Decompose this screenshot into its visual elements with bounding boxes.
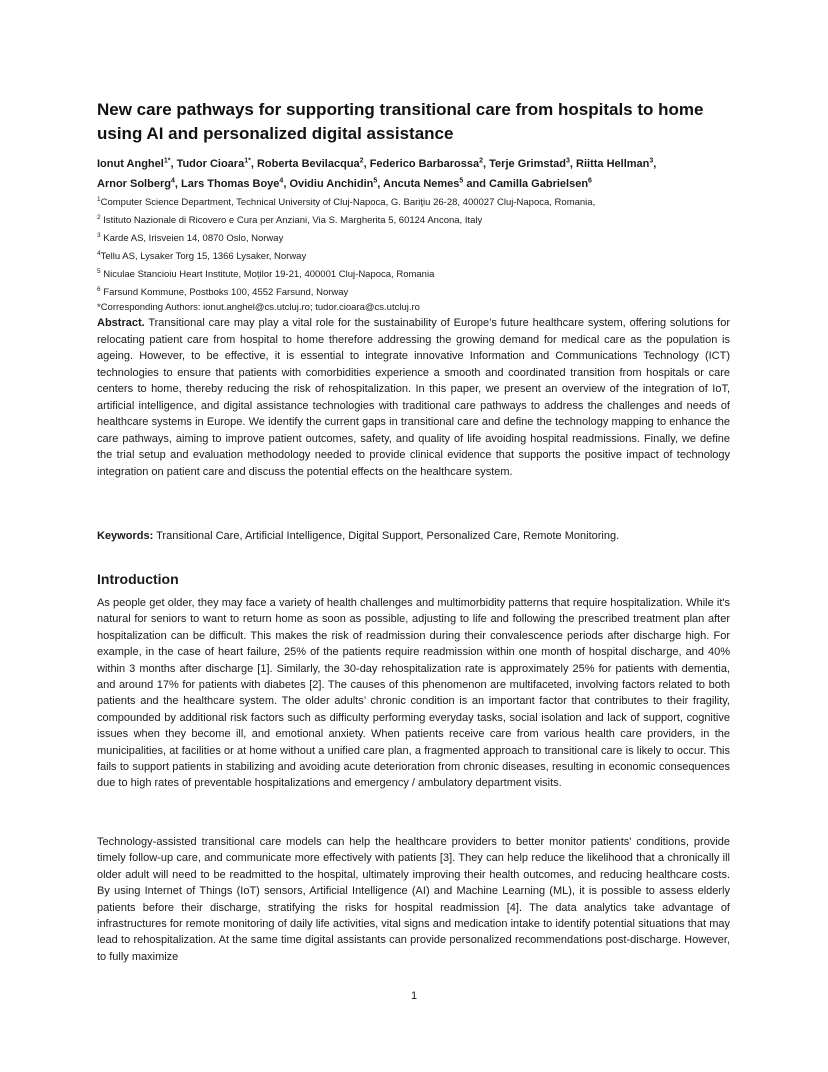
author: Tudor Cioara$^{1*}$, bbox=[176, 157, 257, 170]
author: Ionut Anghel$^{1*}$, bbox=[97, 157, 177, 170]
author: Arnor Solberg$^4$, bbox=[97, 177, 181, 191]
affiliation: $^1$Computer Science Department, Technical University of Cluj-Napoca, G. Bariţiu 26-28, 400027 Cluj-Napoca, Romania, bbox=[97, 196, 596, 209]
affiliation: $^4$Tellu AS, Lysaker Torg 15, 1366 Lysaker, Norway bbox=[97, 250, 307, 263]
author: Terje Grimstad$^3$, bbox=[489, 157, 577, 170]
author-list bbox=[97, 152, 737, 193]
author: Ancuta Nemes$^5$ and bbox=[383, 177, 489, 191]
corresponding-authors: *Corresponding Authors: ionut.anghel@cs.utcluj.ro; tudor.cioara@cs.utcluj.ro bbox=[97, 302, 420, 314]
author: Ovidiu Anchidin$^5$, bbox=[289, 177, 383, 191]
introduction-paragraph: As people get older, they may face a variety of health challenges and multimorbidity patterns that require hospitalization. While it's natural for seniors to want to return home as soon as possible, adjusting to life and following the prescribed treatment plan after hospitalization can be difficult. This makes the risk of readmission during their convalescence periods after discharge high. For example, in the case of heart failure, 25% of the patients require readmission within one month of hospital discharge, and 40% within 3 months after discharge [1]. Similarly, the 30-day rehospitalization rate is approximately 25% for patients with dementia, and around 17% for patients with diabetes [2]. The causes of this phenomenon are multifaceted, involving factors related to both patients and the healthcare system. The older adults’ chronic condition is an important factor that contributes to their fragility, compounded by additional risk factors such as difficulty performing everyday tasks, social isolation and lack of support, cognitive issues when they become ill, and emotional anxiety. When patients receive care from various health care providers, in the municipalities, at facilities or at home without a unified care plan, a fragmented approach to transitional care is likely to occur. This fails to support patients in stabilizing and avoiding acute deterioration from chronic diseases, resulting in economic consequences due to high rates of preventable hospitalizations and emergency / ambulatory department visits. bbox=[97, 597, 730, 790]
affiliation: $^2$ Istituto Nazionale di Ricovero e Cura per Anziani, Via S. Margherita 5, 60124 Ancona, Italy bbox=[97, 214, 483, 227]
affiliation: $^6$ Farsund Kommune, Postboks 100, 4552 Farsund, Norway bbox=[97, 286, 349, 299]
introduction-paragraph: Technology-assisted transitional care models can help the healthcare providers to better monitor patients' conditions, provide timely follow-up care, and communicate more effectively with patients [3]. They can help reduce the likelihood that a chronically ill older adult will need to be readmitted to the hospital, ultimately improving their health outcomes, and reducing healthcare costs. By using Internet of Things (IoT) sensors, Artificial Intelligence (AI) and Machine Learning (ML), it is possible to assess elderly patients before their discharge, stratifying the risks for hospital readmission [4]. The data analytics take advantage of infrastructures for remote monitoring of daily life activities, vital signs and medication intake to identify potential situations that may lead to rehospitalization. At the same time digital assistants can provide personalized recommendations post-discharge. However, to fully maximize bbox=[97, 836, 730, 963]
author: Lars Thomas Boye$^4$, bbox=[180, 177, 290, 191]
section-heading-introduction: Introduction bbox=[97, 571, 179, 587]
keywords bbox=[97, 528, 730, 544]
paper-title: New care pathways for supporting transitional care from hospitals to home using AI and personalized digital assistance bbox=[97, 100, 704, 143]
affiliation: $^5$ Niculae Stancioiu Heart Institute, Moților 19-21, 400001 Cluj-Napoca, Romania bbox=[97, 268, 435, 281]
keywords-label: Keywords: bbox=[97, 530, 154, 542]
author: Roberta Bevilacqua$^2$, bbox=[256, 157, 370, 170]
abstract bbox=[97, 315, 730, 480]
author: Riitta Hellman$^3$, bbox=[576, 157, 657, 170]
affiliation-list bbox=[97, 193, 737, 316]
abstract-label: Abstract. bbox=[97, 317, 145, 329]
author: Federico Barbarossa$^2$, bbox=[369, 157, 490, 170]
page-number: 1 bbox=[410, 990, 418, 1002]
abstract-text: Transitional care may play a vital role for the sustainability of Europe’s future healthcare system, offering solutions for relocating patient care from hospital to home therefore addressing the growing demand for medical care as the population is ageing. However, to be effective, it is essential to integrate innovative Information and Communications Technology (ICT) technologies to ensure that patients with comorbidities experience a smooth and coordinated transition from hospitals or care centers to home, thereby reducing the risk of rehospitalization. In this paper, we present an overview of the integration of IoT, artificial intelligence, and digital assistance technologies with traditional care pathways to address the challenges and needs of healthcare systems in Europe. We identify the current gaps in transitional care and define the technology mapping to enhance the care pathways, aiming to improve patient outcomes, safety, and quality of life avoiding hospital readmissions. Finally, we define the trial setup and evaluation methodology needed to provide clinical evidence that supports the positive impact of technology integration on patient care and discuss the potential effects on the healthcare system. bbox=[97, 317, 730, 478]
keywords-text: Transitional Care, Artificial Intelligence, Digital Support, Personalized Care, Remote Monitoring. bbox=[153, 530, 620, 542]
author: Camilla Gabrielsen$^6$ bbox=[489, 177, 592, 191]
affiliation: $^3$ Karde AS, Irisveien 14, 0870 Oslo, Norway bbox=[97, 232, 284, 245]
